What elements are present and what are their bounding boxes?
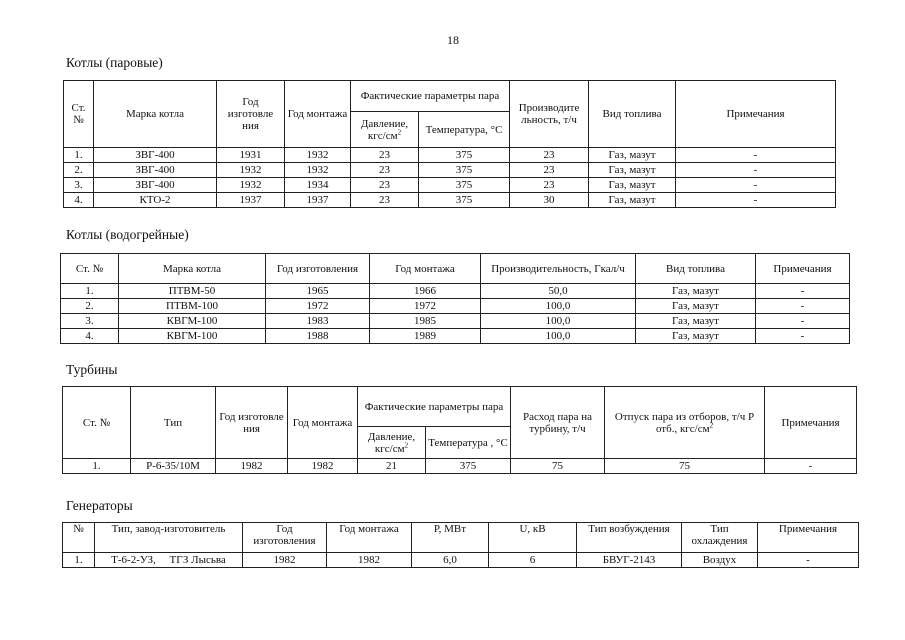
section-title-steam-boilers: Котлы (паровые) — [66, 55, 163, 70]
cell: - — [676, 178, 836, 193]
cell: - — [756, 314, 850, 329]
cell: 1982 — [243, 553, 327, 568]
cell: 375 — [419, 178, 510, 193]
cell: 75 — [511, 459, 605, 474]
cell: ЗВГ-400 — [94, 148, 217, 163]
cell: 3. — [64, 178, 94, 193]
header-capacity: Производительность, Гкал/ч — [481, 254, 636, 284]
cell: 1982 — [288, 459, 358, 474]
cell: - — [676, 193, 836, 208]
page-number: 18 — [447, 33, 459, 47]
header-station-no: Ст. № — [61, 254, 119, 284]
water-boilers-table — [60, 253, 850, 344]
table-row — [64, 148, 836, 163]
cell: Газ, мазут — [589, 148, 676, 163]
cell: 1932 — [285, 163, 351, 178]
header-pressure: Давление, кгс/$см^2$ — [351, 112, 419, 148]
header-brand: Марка котла — [119, 254, 266, 284]
cell: 375 — [419, 148, 510, 163]
cell: Газ, мазут — [589, 193, 676, 208]
cell: Газ, мазут — [589, 178, 676, 193]
cell: 1982 — [327, 553, 412, 568]
section-title-generators: Генераторы — [66, 498, 133, 513]
cell: 1. — [63, 459, 131, 474]
header-voltage: U, кВ — [489, 523, 577, 553]
header-notes: Примечания — [765, 387, 857, 459]
table-row — [61, 329, 850, 344]
cell: 21 — [358, 459, 426, 474]
header-brand: Марка котла — [94, 81, 217, 148]
header-notes: Примечания — [756, 254, 850, 284]
cell: ЗВГ-400 — [94, 178, 217, 193]
header-extraction: Отпуск пара из отборов, т/ч Р отб., кгс/$см^2$ — [605, 387, 765, 459]
cell: - — [756, 284, 850, 299]
cell: 2. — [64, 163, 94, 178]
header-year-installed: Год монтажа — [370, 254, 481, 284]
cell: КВГМ-100 — [119, 329, 266, 344]
cell: 1. — [63, 553, 95, 568]
cell: - — [676, 148, 836, 163]
cell: ПТВМ-50 — [119, 284, 266, 299]
steam-boilers-table — [63, 80, 836, 208]
header-year-installed: Год монтажа — [288, 387, 358, 459]
header-year-installed: Год монтажа — [327, 523, 412, 553]
cell: 1932 — [285, 148, 351, 163]
cell: 100,0 — [481, 314, 636, 329]
header-capacity: Производите льность, т/ч — [510, 81, 589, 148]
cell: КВГМ-100 — [119, 314, 266, 329]
cell: Газ, мазут — [589, 163, 676, 178]
header-year-made: Год изготовления — [243, 523, 327, 553]
section-title-water-boilers: Котлы (водогрейные) — [66, 227, 189, 242]
cell: 1983 — [266, 314, 370, 329]
header-actual-params: Фактические параметры пара — [351, 81, 510, 112]
cell: 375 — [419, 163, 510, 178]
cell: 50,0 — [481, 284, 636, 299]
cell: - — [676, 163, 836, 178]
cell: 1932 — [217, 178, 285, 193]
header-year-installed: Год монтажа — [285, 81, 351, 148]
cell: 375 — [426, 459, 511, 474]
header-excitation: Тип возбуждения — [577, 523, 682, 553]
cell: 1966 — [370, 284, 481, 299]
header-notes: Примечания — [758, 523, 859, 553]
table-row — [61, 284, 850, 299]
header-notes: Примечания — [676, 81, 836, 148]
header-fuel: Вид топлива — [636, 254, 756, 284]
header-steam-flow: Расход пара на турбину, т/ч — [511, 387, 605, 459]
table-row — [63, 459, 857, 474]
cell: 23 — [351, 163, 419, 178]
header-temperature: Температура, °С — [419, 112, 510, 148]
cell: 6,0 — [412, 553, 489, 568]
cell: 23 — [510, 178, 589, 193]
cell: 1937 — [217, 193, 285, 208]
cell: 1. — [64, 148, 94, 163]
header-cooling: Тип охлаждения — [682, 523, 758, 553]
table-row — [63, 553, 859, 568]
cell: 2. — [61, 299, 119, 314]
cell: 1989 — [370, 329, 481, 344]
header-type-maker: Тип, завод-изготовитель — [95, 523, 243, 553]
table-row — [61, 314, 850, 329]
header-fuel: Вид топлива — [589, 81, 676, 148]
cell: 1965 — [266, 284, 370, 299]
cell: - — [756, 299, 850, 314]
header-pressure: Давление, кгс/$см^2$ — [358, 427, 426, 459]
table-row — [61, 299, 850, 314]
header-power: Р, МВт — [412, 523, 489, 553]
cell: 1972 — [370, 299, 481, 314]
section-title-turbines: Турбины — [66, 362, 118, 377]
cell: - — [756, 329, 850, 344]
cell: - — [765, 459, 857, 474]
cell: - — [758, 553, 859, 568]
cell: Газ, мазут — [636, 329, 756, 344]
cell: ПТВМ-100 — [119, 299, 266, 314]
header-station-no: Ст. № — [64, 81, 94, 148]
turbines-table — [62, 386, 857, 474]
header-type: Тип — [131, 387, 216, 459]
cell: 1982 — [216, 459, 288, 474]
header-year-made: Год изготовле ния — [216, 387, 288, 459]
cell: БВУГ-2143 — [577, 553, 682, 568]
cell: ЗВГ-400 — [94, 163, 217, 178]
generators-table — [62, 522, 859, 568]
header-no: № — [63, 523, 95, 553]
cell: 1931 — [217, 148, 285, 163]
cell: 375 — [419, 193, 510, 208]
cell: 1932 — [217, 163, 285, 178]
cell: 4. — [61, 329, 119, 344]
cell: Газ, мазут — [636, 314, 756, 329]
cell: 1934 — [285, 178, 351, 193]
header-year-made: Год изготовле ния — [217, 81, 285, 148]
cell: 75 — [605, 459, 765, 474]
cell: 1937 — [285, 193, 351, 208]
header-temperature: Температура , °С — [426, 427, 511, 459]
header-actual-params: Фактические параметры пара — [358, 387, 511, 427]
cell: 100,0 — [481, 329, 636, 344]
table-row — [64, 193, 836, 208]
cell: Воздух — [682, 553, 758, 568]
cell: 3. — [61, 314, 119, 329]
header-station-no: Ст. № — [63, 387, 131, 459]
cell: 23 — [351, 178, 419, 193]
cell: Т-6-2-УЗ, ТГЗ Лысьва — [95, 553, 243, 568]
header-year-made: Год изготовления — [266, 254, 370, 284]
cell: Р-6-35/10М — [131, 459, 216, 474]
cell: 1985 — [370, 314, 481, 329]
cell: 100,0 — [481, 299, 636, 314]
cell: 23 — [351, 193, 419, 208]
cell: 23 — [351, 148, 419, 163]
table-row — [64, 163, 836, 178]
cell: 4. — [64, 193, 94, 208]
cell: 23 — [510, 163, 589, 178]
cell: 1. — [61, 284, 119, 299]
cell: Газ, мазут — [636, 284, 756, 299]
cell: 1988 — [266, 329, 370, 344]
cell: 23 — [510, 148, 589, 163]
cell: Газ, мазут — [636, 299, 756, 314]
cell: 6 — [489, 553, 577, 568]
cell: 1972 — [266, 299, 370, 314]
table-row — [64, 178, 836, 193]
cell: 30 — [510, 193, 589, 208]
cell: КТО-2 — [94, 193, 217, 208]
